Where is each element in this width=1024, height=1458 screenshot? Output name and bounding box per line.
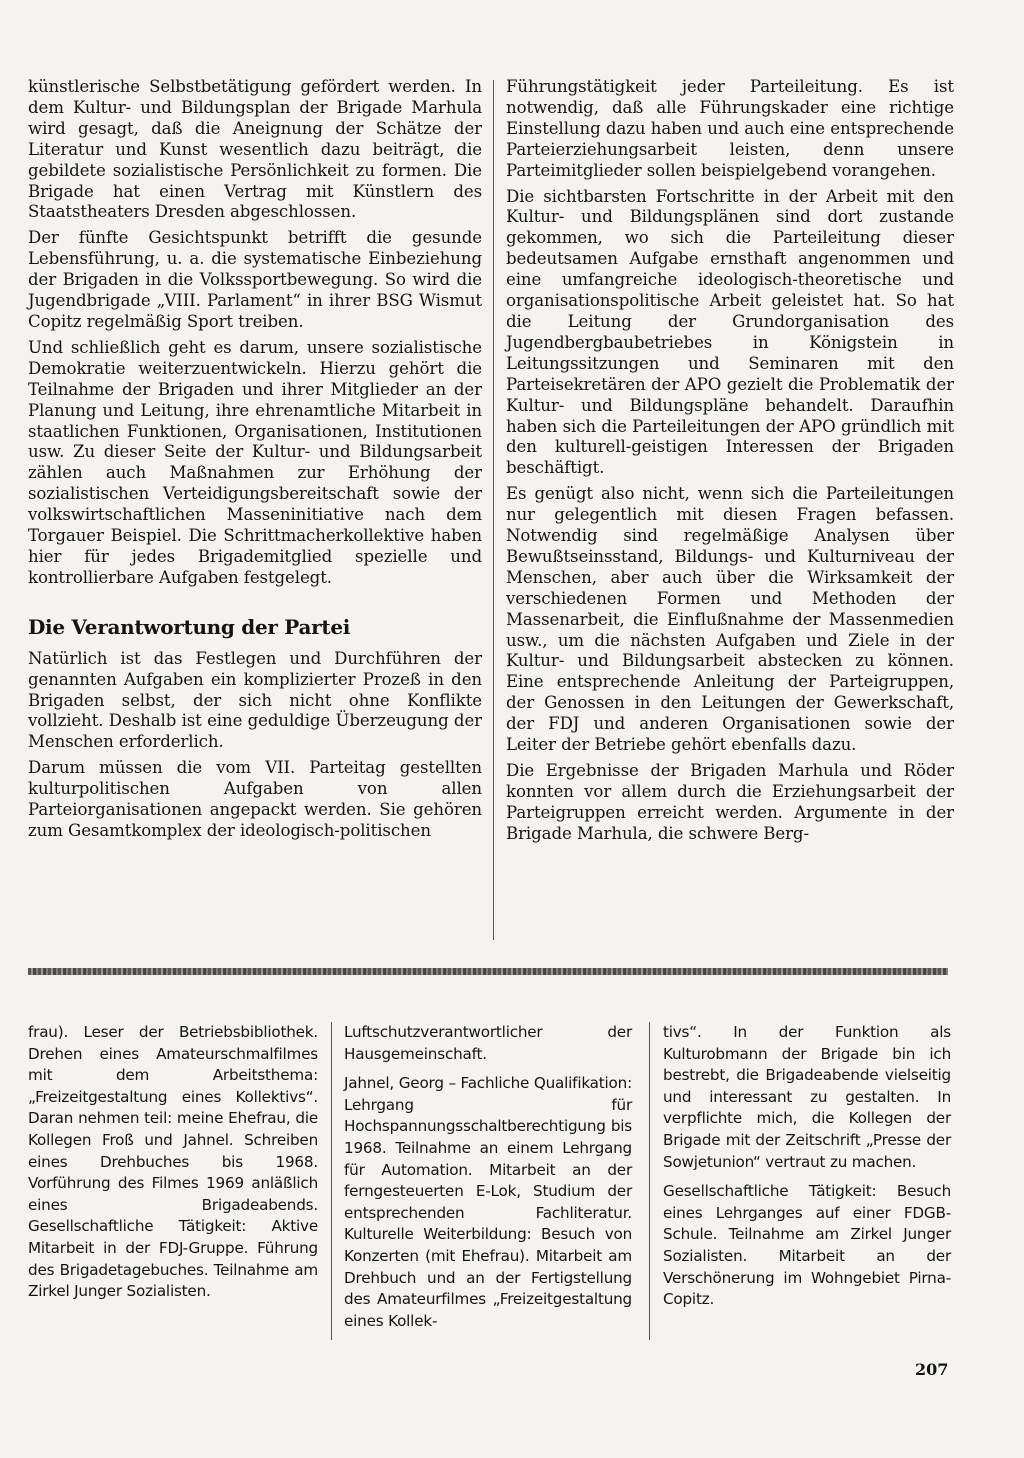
sidebar-paragraph: frau). Leser der Betriebsbibliothek. Drehen eines Amateurschmalfilmes mit dem Arbeitsthema: „Freizeitgestaltung eines Kollektivs“. Daran nehmen teil: meine Ehefrau, die Kollegen Froß und Jahnel. Schreiben eines Drehbuches bis 1968. Vorführung des Filmes 1969 anläßlich eines Brigadeabends. Gesellschaftliche Tätigkeit: Aktive Mitarbeit in der FDJ-Gruppe. Führung des Brigadetagebuches. Teilnahme am Zirkel Junger Sozialisten. bbox=[28, 1023, 318, 1301]
sidebar-column-1 bbox=[28, 1022, 318, 1311]
sidebar-paragraph: tivs“. In der Funktion als Kulturobmann der Brigade bin ich bestrebt, die Brigadeabende vielseitig und interessant zu gestalten. In verpflichte mich, die Kollegen der Brigade mit der Zeitschrift „Presse der Sowjetunion“ vertraut zu machen. bbox=[663, 1023, 951, 1171]
paragraph: Darum müssen die vom VII. Parteitag gestellten kulturpolitischen Aufgaben von allen Parteiorganisationen angepackt werden. Sie gehören zum Gesamtkomplex der ideologisch-politischen bbox=[28, 758, 482, 840]
sidebar-paragraph: Gesellschaftliche Tätigkeit: Besuch eines Lehrganges auf einer FDGB-Schule. Teilnahme am Zirkel Junger Sozialisten. Mitarbeit an der Verschönerung im Wohngebiet Pirna-Copitz. bbox=[663, 1182, 951, 1309]
sidebar-column-3 bbox=[663, 1022, 951, 1319]
section-separator-rule bbox=[28, 968, 948, 975]
paragraph: künstlerische Selbstbetätigung gefördert werden. In dem Kultur- und Bildungsplan der Brigade Marhula wird gesagt, daß die Aneignung der Schätze der Literatur und Kunst wesentlich dazu beiträgt, die gebildete sozialistische Persönlichkeit zu formen. Die Brigade hat einen Vertrag mit Künstlern des Staatstheaters Dresden abgeschlossen. bbox=[28, 77, 482, 222]
paragraph: Und schließlich geht es darum, unsere sozialistische Demokratie weiterzuentwickeln. Hierzu gehört die Teilnahme der Brigaden und ihrer Mitglieder an der Planung und Leitung, ihre ehrenamtliche Mitarbeit in staatlichen Funktionen, Organisationen, Institutionen usw. Zu dieser Seite der Kultur- und Bildungsarbeit zählen auch Maßnahmen zur Erhöhung der sozialistischen Verteidigungsbereitschaft sowie der volkswirtschaftlichen Masseninitiative nach dem Torgauer Beispiel. Die Schrittmacherkollektive haben hier für jedes Brigademitglied spezielle und kontrollierbare Aufgaben festgelegt. bbox=[28, 337, 482, 587]
sidebar-divider bbox=[649, 1022, 650, 1340]
paragraph: Es genügt also nicht, wenn sich die Parteileitungen nur gelegentlich mit diesen Fragen befassen. Notwendig sind regelmäßige Analysen über Bewußtseinsstand, Bildungs- und Kulturniveau der Menschen, aber auch über die Wirksamkeit der verschiedenen Formen und Methoden der Massenarbeit, die Einflußnahme der Massenmedien usw., um die nächsten Aufgaben und Ziele in der Kultur- und Bildungsarbeit abstecken zu können. Eine entsprechende Anleitung der Parteigruppen, der Genossen in den Leitungen der Gewerkschaft, der FDJ und anderen Organisationen sowie der Leiter der Betriebe gehört ebenfalls dazu. bbox=[506, 484, 954, 755]
column-divider bbox=[493, 80, 494, 940]
sidebar-column-2 bbox=[344, 1022, 632, 1340]
page-number: 207 bbox=[915, 1360, 949, 1379]
paragraph: Führungstätigkeit jeder Parteileitung. Es ist notwendig, daß alle Führungskader eine richtige Einstellung dazu haben und auch eine entsprechende Parteierziehungsarbeit leisten, denn unsere Parteimitglieder sollen beispielgebend vorangehen. bbox=[506, 77, 954, 180]
right-column bbox=[506, 77, 954, 850]
paragraph: Der fünfte Gesichtspunkt betrifft die gesunde Lebensführung, u. a. die systematische Einbeziehung der Brigaden in die Volkssportbewegung. So wird die Jugendbrigade „VIII. Parlament“ in ihrer BSG Wismut Copitz regelmäßig Sport treiben. bbox=[28, 228, 482, 331]
paragraph: Die sichtbarsten Fortschritte in der Arbeit mit den Kultur- und Bildungsplänen sind dort zustande gekommen, wo sich die Parteileitung dieser bedeutsamen Aufgabe ernsthaft angenommen und eine umfangreiche ideologisch-theoretische und organisationspolitische Arbeit geleistet hat. So hat die Leitung der Grundorganisation des Jugendbergbaubetriebes in Königstein in Leitungssitzungen und Seminaren mit den Parteisekretären der APO gezielt die Problematik der Kultur- und Bildungspläne behandelt. Daraufhin haben sich die Parteileitungen der APO gründlich mit den kulturell-geistigen Interessen der Brigaden beschäftigt. bbox=[506, 186, 954, 478]
left-column bbox=[28, 77, 482, 847]
paragraph: Natürlich ist das Festlegen und Durchführen der genannten Aufgaben ein komplizierter Prozeß in den Brigaden selbst, der sich nicht ohne Konflikte vollzieht. Deshalb ist eine geduldige Überzeugung der Menschen erforderlich. bbox=[28, 648, 482, 752]
sidebar-paragraph: Luftschutzverantwortlicher der Hausgemeinschaft. bbox=[344, 1023, 632, 1063]
section-heading: Die Verantwortung der Partei bbox=[28, 614, 351, 639]
paragraph: Die Ergebnisse der Brigaden Marhula und Röder konnten vor allem durch die Erziehungsarbeit der Parteigruppen erreicht werden. Argumente in der Brigade Marhula, die schwere Berg- bbox=[506, 761, 954, 843]
sidebar-paragraph: Jahnel, Georg – Fachliche Qualifikation: Lehrgang für Hochspannungsschaltberechtigung bis 1968. Teilnahme an einem Lehrgang für Automation. Mitarbeit an der ferngesteuerten E-Lok, Studium der entsprechenden Fachliteratur. Kulturelle Weiterbildung: Besuch von Konzerten (mit Ehefrau). Mitarbeit am Drehbuch und an der Fertigstellung des Amateurfilmes „Freizeitgestaltung eines Kollek- bbox=[344, 1074, 632, 1330]
sidebar-divider bbox=[331, 1022, 332, 1340]
